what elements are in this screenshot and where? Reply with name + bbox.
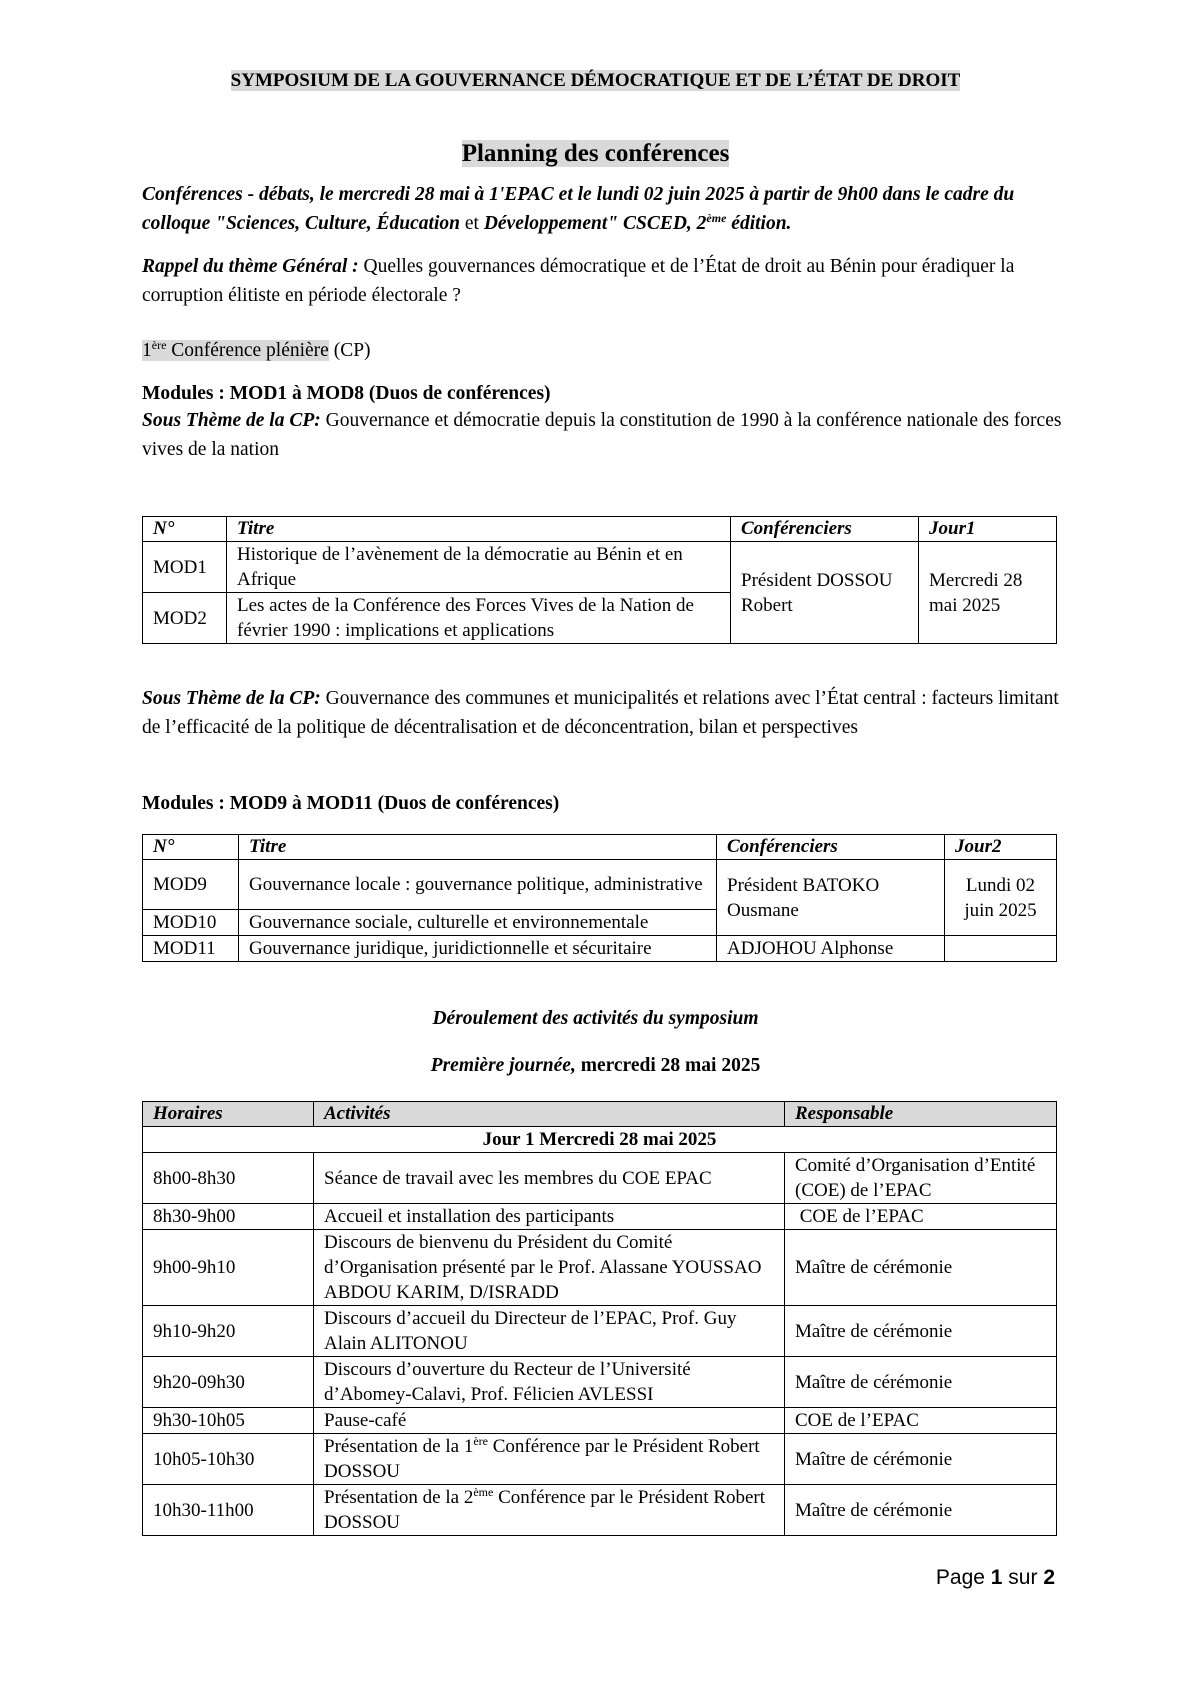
module-title: Les actes de la Conférence des Forces Vives de la Nation de février 1990 : implications et applications (227, 593, 731, 644)
modules-table-2 (142, 834, 1057, 962)
col-header: Titre (227, 517, 731, 542)
responsible-cell: Maître de cérémonie (785, 1306, 1057, 1357)
table-header-row (143, 517, 1057, 542)
table-row (143, 1434, 1057, 1485)
time-cell: 8h30-9h00 (143, 1204, 314, 1230)
module-number: MOD2 (143, 593, 227, 644)
responsible-cell: Maître de cérémonie (785, 1485, 1057, 1536)
activity-cell: Présentation de la 1ère Conférence par le Président Robert DOSSOU (314, 1434, 785, 1485)
module-title: Gouvernance locale : gouvernance politique, administrative (239, 860, 717, 910)
activity-cell: Séance de travail avec les membres du COE EPAC (314, 1153, 785, 1204)
planning-title: Planning des conférences (461, 140, 730, 167)
table-row (143, 1408, 1057, 1434)
col-header: Horaires (143, 1102, 314, 1127)
schedule-title: Déroulement des activités du symposium (432, 1008, 759, 1029)
day-empty (945, 936, 1057, 962)
table-row (143, 1306, 1057, 1357)
subtheme-2: Sous Thème de la CP: Gouvernance des communes et municipalités et relations avec l’État central : facteurs limitant de l’efficacité de la politique de décentralisation et de déconcentration, bilan et perspectives (142, 688, 1059, 738)
responsible-cell: COE de l’EPAC (785, 1408, 1057, 1434)
time-cell: 10h05-10h30 (143, 1434, 314, 1485)
table-row (143, 542, 1057, 593)
day: Lundi 02 juin 2025 (945, 860, 1057, 936)
modules-heading-2: Modules : MOD9 à MOD11 (Duos de conférences) (142, 793, 560, 814)
col-header: Jour1 (919, 517, 1057, 542)
page-number: Page 1 sur 2 (935, 1566, 1055, 1589)
subtheme-1: Sous Thème de la CP: Gouvernance et démocratie depuis la constitution de 1990 à la conférence nationale des forces vives de la nation (142, 410, 1062, 460)
time-cell: 9h30-10h05 (143, 1408, 314, 1434)
table-row (143, 936, 1057, 962)
table-row (143, 1127, 1057, 1153)
time-cell: 9h20-09h30 (143, 1357, 314, 1408)
col-header: Titre (239, 835, 717, 860)
speaker: ADJOHOU Alphonse (717, 936, 945, 962)
day: Mercredi 28 mai 2025 (919, 542, 1057, 644)
module-title: Gouvernance juridique, juridictionnelle et sécuritaire (239, 936, 717, 962)
col-header: Conférenciers (731, 517, 919, 542)
responsible-cell: Maître de cérémonie (785, 1357, 1057, 1408)
activity-cell: Discours d’ouverture du Recteur de l’Université d’Abomey-Calavi, Prof. Félicien AVLESSI (314, 1357, 785, 1408)
module-number: MOD9 (143, 860, 239, 910)
table-row (143, 1153, 1057, 1204)
activity-cell: Discours de bienvenu du Président du Comité d’Organisation présenté par le Prof. Alassane YOUSSAO ABDOU KARIM, D/ISRADD (314, 1230, 785, 1306)
general-theme: Rappel du thème Général : Quelles gouvernances démocratique et de l’État de droit au Bénin pour éradiquer la corruption élitiste en période électorale ? (142, 256, 1015, 306)
table-row (143, 1485, 1057, 1536)
time-cell: 10h30-11h00 (143, 1485, 314, 1536)
col-header: Responsable (785, 1102, 1057, 1127)
first-day-title: Première journée, mercredi 28 mai 2025 (430, 1055, 761, 1076)
module-number: MOD10 (143, 910, 239, 936)
activity-cell: Discours d’accueil du Directeur de l’EPAC, Prof. Guy Alain ALITONOU (314, 1306, 785, 1357)
table-header-row (143, 835, 1057, 860)
intro-paragraph: Conférences - débats, le mercredi 28 mai à 1'EPAC et le lundi 02 juin 2025 à partir de 9h00 dans le cadre du colloque "Sciences, Culture, Éducation et Développement" CSCED, 2ème édition. (142, 184, 1015, 234)
modules-table-1 (142, 516, 1057, 644)
plenary-heading: 1ère Conférence plénière (CP) (142, 338, 371, 361)
col-header: N° (143, 835, 239, 860)
activity-cell: Présentation de la 2ème Conférence par le Président Robert DOSSOU (314, 1485, 785, 1536)
table-row (143, 1204, 1057, 1230)
responsible-cell: Maître de cérémonie (785, 1434, 1057, 1485)
col-header: Conférenciers (717, 835, 945, 860)
day-row: Jour 1 Mercredi 28 mai 2025 (143, 1127, 1057, 1153)
col-header: N° (143, 517, 227, 542)
col-header: Jour2 (945, 835, 1057, 860)
time-cell: 8h00-8h30 (143, 1153, 314, 1204)
module-title: Historique de l’avènement de la démocratie au Bénin et en Afrique (227, 542, 731, 593)
responsible-cell: COE de l’EPAC (785, 1204, 1057, 1230)
time-cell: 9h10-9h20 (143, 1306, 314, 1357)
modules-heading-1: Modules : MOD1 à MOD8 (Duos de conférences) (142, 383, 551, 404)
module-number: MOD11 (143, 936, 239, 962)
table-row (143, 1357, 1057, 1408)
table-row (143, 860, 1057, 910)
speaker: Président DOSSOU Robert (731, 542, 919, 644)
time-cell: 9h00-9h10 (143, 1230, 314, 1306)
col-header: Activités (314, 1102, 785, 1127)
speaker: Président BATOKO Ousmane (717, 860, 945, 936)
table-header-row (143, 1102, 1057, 1127)
responsible-cell: Comité d’Organisation d’Entité (COE) de l’EPAC (785, 1153, 1057, 1204)
activity-cell: Accueil et installation des participants (314, 1204, 785, 1230)
schedule-table (142, 1101, 1057, 1536)
module-number: MOD1 (143, 542, 227, 593)
responsible-cell: Maître de cérémonie (785, 1230, 1057, 1306)
document-title: SYMPOSIUM DE LA GOUVERNANCE DÉMOCRATIQUE ET DE L’ÉTAT DE DROIT (230, 70, 961, 91)
module-title: Gouvernance sociale, culturelle et environnementale (239, 910, 717, 936)
activity-cell: Pause-café (314, 1408, 785, 1434)
table-row (143, 1230, 1057, 1306)
